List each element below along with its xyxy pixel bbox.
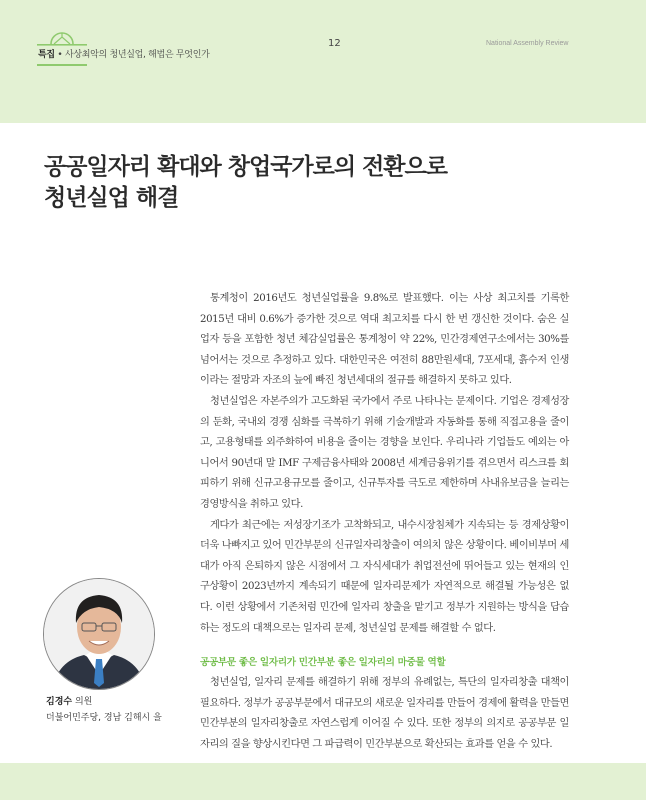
journal-name: National Assembly Review	[486, 40, 569, 47]
author-name	[46, 694, 92, 707]
paragraph: 게다가 최근에는 저성장기조가 고착화되고, 내수시장침체가 지속되는 등 경제상황이 더욱 나빠지고 있어 민간부문의 신규일자리창출이 여의치 않은 상황이다. 베이비부머 세대가 아직 은퇴하지 않은 시점에서 그 자식세대가 취업전선에 뛰어들고 있는 현재의 인구상황이 2023년까지 계속되기 때문에 일자리문제가 자연적으로 해결될 가능성은 없다. 이런 상황에서 기존처럼 민간에 일자리 창출을 맡기고 정부가 지원하는 방식을 답습하는 정도의 대책으로는 일자리 문제, 청년실업 문제를 해결할 수 없다.	[200, 519, 569, 634]
section-subheading: 공공부문 좋은 일자리가 민간부분 좋은 일자리의 마중물 역할	[200, 657, 446, 669]
paragraph: 청년실업, 일자리 문제를 해결하기 위해 정부의 유례없는, 특단의 일자리창출 대책이 필요하다. 정부가 공공부문에서 대규모의 새로운 일자리를 만들어 경제에 활력을 만들면 민간부분의 일자리창출로 자연스럽게 이어질 수 있다. 또한 정부의 의지로 공공부문 일자리의 질을 향상시킨다면 그 파급력이 민간부분으로 확산되는 효과를 얻을 수 있다.	[200, 677, 569, 750]
author-name-text: 김경수	[46, 697, 73, 707]
portrait-image	[44, 579, 154, 689]
page-number: 12	[328, 38, 341, 49]
author-role: 의원	[72, 697, 93, 707]
paragraph: 통계청이 2016년도 청년실업률을 9.8%로 발표했다. 이는 사상 최고치를 기록한 2015년 대비 0.6%가 증가한 것으로 역대 최고치를 다시 한 번 갱신한 것이다. 숨은 실업자 등을 포함한 청년 체감실업률은 통계청이 약 22%, 민간경제연구소에서는 30%를 넘어서는 것으로 추정하고 있다. 대한민국은 여전히 88만원세대, 7포세대, 흙수저 인생이라는 절망과 자조의 늪에 빠진 청년세대의 절규를 해결하지 못하고 있다.	[200, 293, 569, 387]
header-band	[0, 0, 646, 123]
article-title	[44, 152, 544, 214]
section-tag: 특집	[38, 50, 55, 60]
section-title: 사상최악의 청년실업, 해법은 무엇인가	[64, 50, 210, 60]
title-line-2: 청년실업 해결	[44, 185, 179, 211]
footer-band	[0, 763, 646, 800]
title-line-1: 공공일자리 확대와 창업국가로의 전환으로	[44, 154, 447, 180]
paragraph: 청년실업은 자본주의가 고도화된 국가에서 주로 나타나는 문제이다. 기업은 경제성장의 둔화, 국내외 경쟁 심화를 극복하기 위해 기술개발과 자동화를 통해 직접고용을 줄이고, 고용형태를 외주화하여 비용을 줄이는 경향을 보인다. 우리나라 기업들도 예외는 아니어서 90년대 말 IMF 구제금융사태와 2008년 세계금융위기를 겪으면서 리스크를 회피하기 위해 신규고용규모를 줄이고, 신규투자를 극도로 제한하며 사내유보금을 늘리는 경영방식을 취하고 있다.	[200, 395, 569, 510]
section-label	[38, 47, 210, 60]
author-portrait	[43, 578, 155, 690]
section-underline	[37, 64, 87, 66]
article-body	[200, 289, 569, 755]
separator: •	[54, 50, 65, 60]
author-affiliation: 더불어민주당, 경남 김해시 을	[46, 713, 162, 723]
